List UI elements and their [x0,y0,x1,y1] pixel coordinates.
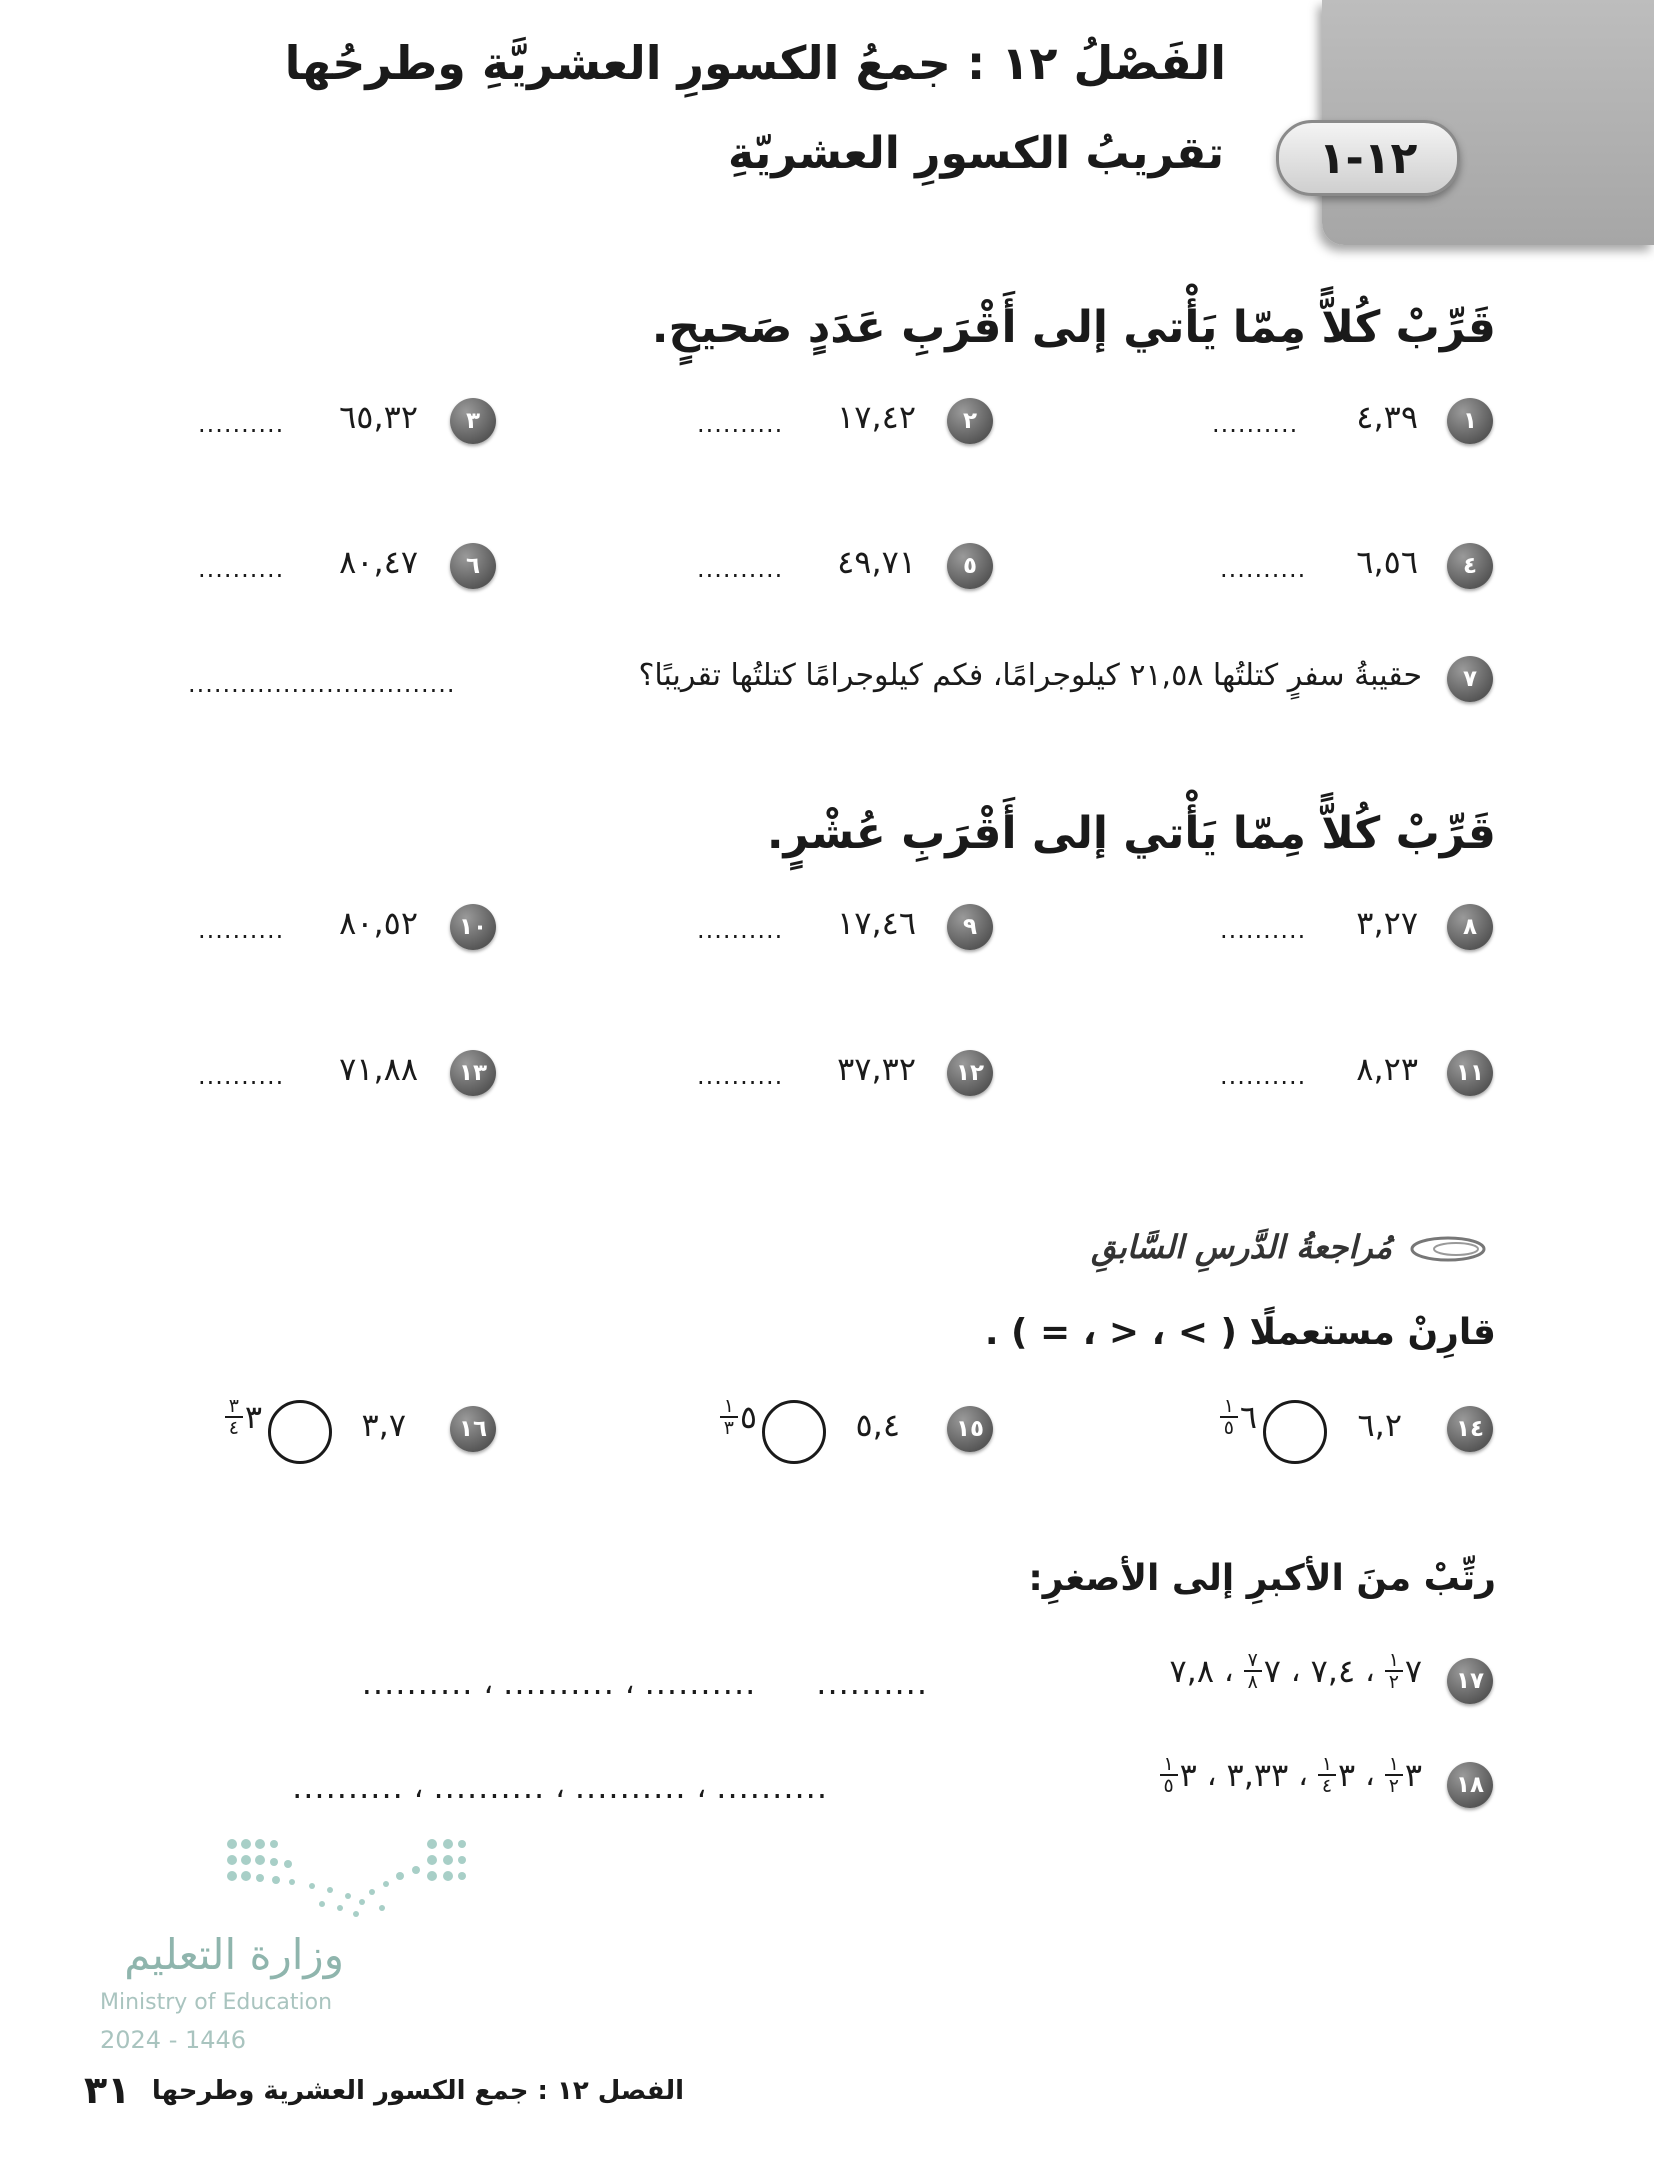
exercise-number: ١٦ [450,1406,496,1452]
decimal-value: ٧,٨ [1169,1652,1215,1690]
exercise-value: ٨٠,٥٢ [339,904,418,942]
separator: ، [624,1665,635,1701]
exercise-value: ٧١,٨٨ [339,1050,418,1088]
fraction [225,1396,243,1438]
compare-decimal: ٦,٢ [1357,1406,1402,1444]
decimal-value: ٣,٣٣ [1226,1756,1289,1794]
compare-instruction: قارِنْ مستعملًا ( > ، < ، = ) . [984,1312,1496,1353]
order-instruction: رتِّبْ منَ الأكبرِ إلى الأصغرِ: [1028,1558,1496,1599]
lesson-title: تقريبُ الكسورِ العشريّةِ [728,128,1224,179]
mixed-whole: ٦ [1239,1398,1257,1436]
fraction-numerator: ١ [1163,1753,1174,1775]
mixed-number [1244,1650,1281,1692]
exercise-number: ١٧ [1447,1658,1493,1704]
fraction [1244,1650,1262,1692]
exercise-number: ٨ [1447,904,1493,950]
fraction-denominator: ٢ [1388,1775,1399,1797]
answer-blank[interactable]: .......... [361,1664,474,1702]
fraction [720,1396,738,1438]
fraction-numerator: ١ [1388,1649,1399,1671]
mixed-whole: ٣ [244,1398,262,1436]
exercise-number: ١٢ [947,1050,993,1096]
answer-blank[interactable]: .......... [198,916,285,944]
fraction-numerator: ١ [723,1395,734,1417]
answer-blank[interactable]: .......... [198,1062,285,1090]
fraction-denominator: ٥ [1223,1417,1234,1439]
separator: ، [1290,1653,1301,1689]
fraction [1318,1754,1336,1796]
fraction-numerator: ٣ [228,1395,239,1417]
decimal-value: ٧,٤ [1310,1652,1356,1690]
mixed-number [1220,1396,1257,1438]
review-swirl-icon [1398,1232,1488,1266]
mixed-number [1160,1754,1197,1796]
separator: ، [1298,1757,1308,1793]
order-values [1160,1754,1422,1796]
answer-blank[interactable]: .......... [697,410,784,438]
separator: ، [483,1665,494,1701]
mixed-number [1385,1650,1422,1692]
exercise-number: ١١ [1447,1050,1493,1096]
answer-blank[interactable]: .......... [574,1768,687,1806]
exercise-number: ٣ [450,398,496,444]
footer-chapter: الفصل ١٢ : جمع الكسور العشرية وطرحها [151,2076,684,2106]
answer-blank[interactable]: .......... [1220,1062,1307,1090]
word-problem-text: حقيبةُ سفرٍ كتلتُها ٢١,٥٨ كيلوجرامًا، فكم كيلوجرامًا كتلتُها تقريبًا؟ [638,658,1422,693]
exercise-number: ٦ [450,543,496,589]
fraction-numerator: ١ [1388,1753,1399,1775]
exercise-number: ١٨ [1447,1762,1493,1808]
exercise-value: ٨,٢٣ [1356,1050,1418,1088]
fraction [1385,1754,1403,1796]
mixed-number [225,1396,262,1438]
fraction-denominator: ٨ [1247,1671,1258,1693]
fraction-denominator: ٤ [228,1417,239,1439]
mixed-whole: ٣ [1337,1756,1356,1794]
exercise-number: ١٣ [450,1050,496,1096]
exercise-value: ٦,٥٦ [1356,543,1418,581]
exercise-value: ٣٧,٣٢ [837,1050,916,1088]
fraction-denominator: ٢ [1388,1671,1399,1693]
ministry-year: 2024 - 1446 [100,2026,247,2054]
separator: ، [1206,1757,1217,1793]
ministry-name-en: Ministry of Education [100,1990,333,2015]
exercise-number: ١٠ [450,904,496,950]
mixed-whole: ٧ [1263,1652,1281,1690]
answer-blank[interactable]: .......... [1220,555,1307,583]
exercise-value: ٨٠,٤٧ [339,543,418,581]
answer-blank[interactable]: .......... [697,1062,784,1090]
exercise-number: ٤ [1447,543,1493,589]
compare-decimal: ٣,٧ [361,1406,406,1444]
answer-blank[interactable]: .......... [1212,410,1299,438]
exercise-value: ١٧,٤٦ [837,904,916,942]
mixed-whole: ٣ [1179,1756,1197,1794]
answer-blank[interactable]: .......... [503,1664,615,1702]
mixed-number [1318,1754,1355,1796]
answer-blank[interactable]: .......... [644,1664,757,1702]
answer-blank[interactable]: .......... [433,1768,546,1806]
order-values [1169,1650,1422,1692]
fraction-denominator: ٤ [1321,1775,1333,1797]
order-answer-blanks [292,1768,828,1806]
fraction [1220,1396,1238,1438]
mixed-whole: ٥ [739,1398,757,1436]
exercise-number: ٢ [947,398,993,444]
fraction [1385,1650,1403,1692]
compare-decimal: ٥,٤ [855,1406,900,1444]
exercise-value: ٦٥,٣٢ [339,398,418,436]
answer-blank[interactable]: .......... [716,1768,828,1806]
fraction-denominator: ٥ [1163,1775,1174,1797]
mixed-whole: ٧ [1404,1652,1422,1690]
exercise-value: ٤,٣٩ [1356,398,1418,436]
separator: ، [1365,1757,1375,1793]
section2-heading: قَرِّبْ كُلاًّ مِمّا يَأْتي إلى أَقْرَبِ عُشْرٍ. [766,808,1496,859]
exercise-number: ٩ [947,904,993,950]
exercise-value: ٣,٢٧ [1356,904,1418,942]
chapter-title: الفَصْلُ ١٢ : جمعُ الكسورِ العشريَّةِ وطرحُها [284,36,1226,90]
separator: ، [1365,1653,1375,1689]
fraction-denominator: ٣ [723,1417,734,1439]
compare-answer-circle[interactable] [268,1400,332,1464]
mixed-number [720,1396,757,1438]
fraction [1160,1754,1178,1796]
ministry-name-ar: وزارة التعليم [124,1930,344,1979]
exercise-value: ١٧,٤٢ [837,398,916,436]
separator: ، [555,1769,565,1805]
compare-answer-circle[interactable] [1263,1400,1327,1464]
compare-answer-circle[interactable] [762,1400,826,1464]
separator: ، [696,1769,707,1805]
exercise-number: ١٤ [1447,1406,1493,1452]
answer-blank[interactable]: .......... [697,916,784,944]
lesson-number-badge: ١٢-١ [1276,120,1460,196]
answer-blank[interactable]: .......... [1220,916,1307,944]
exercise-number: ١٥ [947,1406,993,1452]
section1-heading: قَرِّبْ كُلاًّ مِمّا يَأْتي إلى أَقْرَبِ عَدَدٍ صَحيحٍ. [651,302,1496,353]
exercise-number: ٥ [947,543,993,589]
answer-blank[interactable]: ............................... [188,670,456,698]
order-answer-blanks [362,1664,928,1702]
mixed-number [1385,1754,1422,1796]
fraction-numerator: ١ [1321,1753,1333,1775]
review-label: مُراجعةُ الدَّرسِ السَّابقِ [1091,1228,1392,1266]
fraction-numerator: ١ [1223,1395,1234,1417]
answer-blank[interactable]: .......... [198,555,285,583]
answer-blank[interactable]: .......... [198,410,285,438]
separator: ، [413,1769,424,1805]
exercise-number: ١ [1447,398,1493,444]
answer-blank[interactable]: .......... [816,1664,928,1702]
answer-blank[interactable]: .......... [697,555,784,583]
exercise-number: ٧ [1447,656,1493,702]
page-number: ٣١ [84,2068,131,2112]
separator: ، [1224,1653,1234,1689]
answer-blank[interactable]: .......... [292,1768,404,1806]
ministry-logo-icon [222,1836,468,1920]
exercise-value: ٤٩,٧١ [837,543,916,581]
mixed-whole: ٣ [1404,1756,1422,1794]
fraction-numerator: ٧ [1247,1649,1258,1671]
